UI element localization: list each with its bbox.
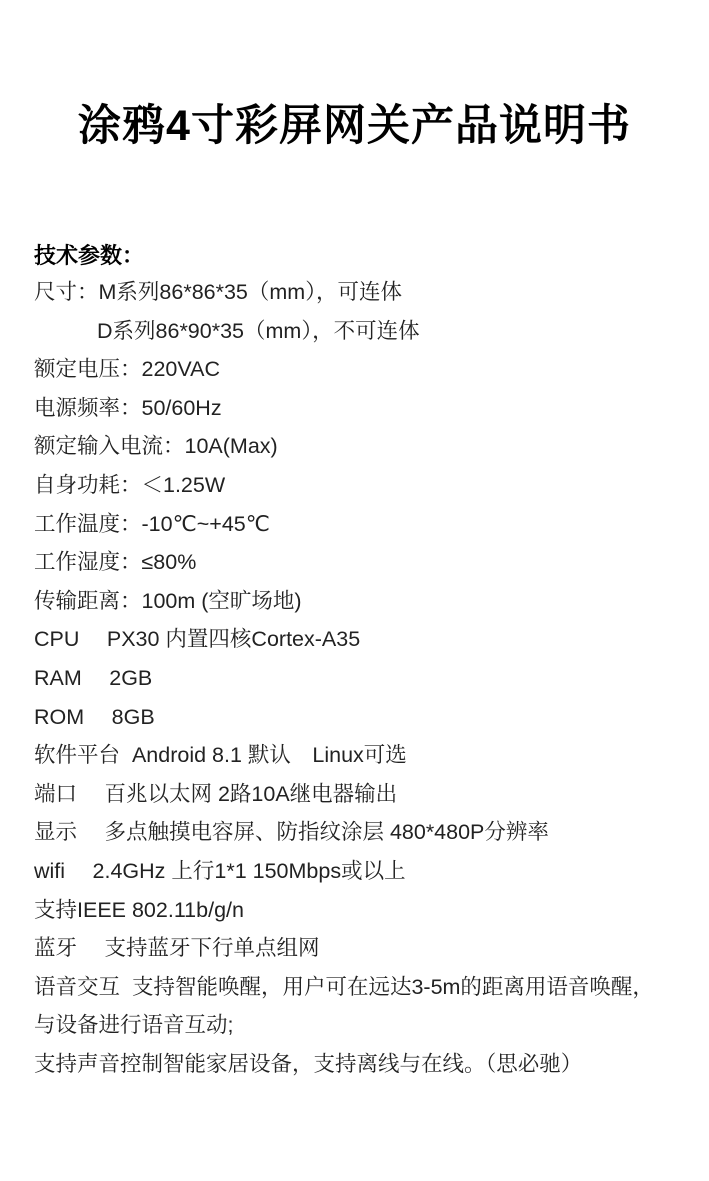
spec-line-operating-temperature: 工作温度：-10℃~+45℃ (34, 511, 270, 536)
spec-line-transmission-distance: 传输距离：100m (空旷场地) (34, 588, 302, 613)
spec-line-display: 显示 多点触摸电容屏、防指纹涂层 480*480P分辨率 (34, 820, 549, 845)
spec-line-rom: ROM 8GB (34, 704, 155, 729)
section-heading-tech-specs: 技术参数： (34, 243, 145, 268)
spec-line-rated-input-current: 额定输入电流：10A(Max) (34, 434, 278, 459)
spec-line-voice-interaction-cont: 与设备进行语音互动; (34, 1013, 234, 1038)
spec-line-ram: RAM 2GB (34, 665, 153, 690)
spec-line-software-platform: 软件平台 Android 8.1 默认 Linux可选 (34, 743, 407, 768)
spec-line-self-power-consumption: 自身功耗：＜1.25W (34, 472, 226, 497)
product-title: 涂鸦4寸彩屏网关产品说明书 (78, 102, 631, 150)
spec-line-wifi: wifi 2.4GHz 上行1*1 150Mbps或以上 (34, 858, 406, 883)
spec-line-dimensions-m: 尺寸：M系列86*86*35（mm），可连体 (34, 280, 402, 304)
spec-line-operating-humidity: 工作湿度：≤80% (34, 550, 197, 575)
spec-line-voice-interaction: 语音交互 支持智能唤醒，用户可在远达3-5m的距离用语音唤醒， (34, 974, 654, 999)
spec-line-bluetooth: 蓝牙 支持蓝牙下行单点组网 (34, 936, 320, 961)
spec-line-dimensions-d: D系列86*90*35（mm），不可连体 (97, 318, 420, 343)
spec-line-ieee-support: 支持IEEE 802.11b/g/n (34, 897, 244, 922)
spec-line-rated-voltage: 额定电压：220VAC (34, 357, 220, 382)
spec-line-voice-control: 支持声音控制智能家居设备，支持离线与在线。（思必驰） (34, 1051, 583, 1076)
spec-line-power-frequency: 电源频率：50/60Hz (34, 395, 222, 420)
spec-section (34, 243, 685, 1083)
spec-list (34, 273, 685, 1083)
spec-line-cpu: CPU PX30 内置四核Cortex-A35 (34, 627, 361, 652)
spec-line-ports: 端口 百兆以太网 2路10A继电器输出 (34, 781, 398, 806)
